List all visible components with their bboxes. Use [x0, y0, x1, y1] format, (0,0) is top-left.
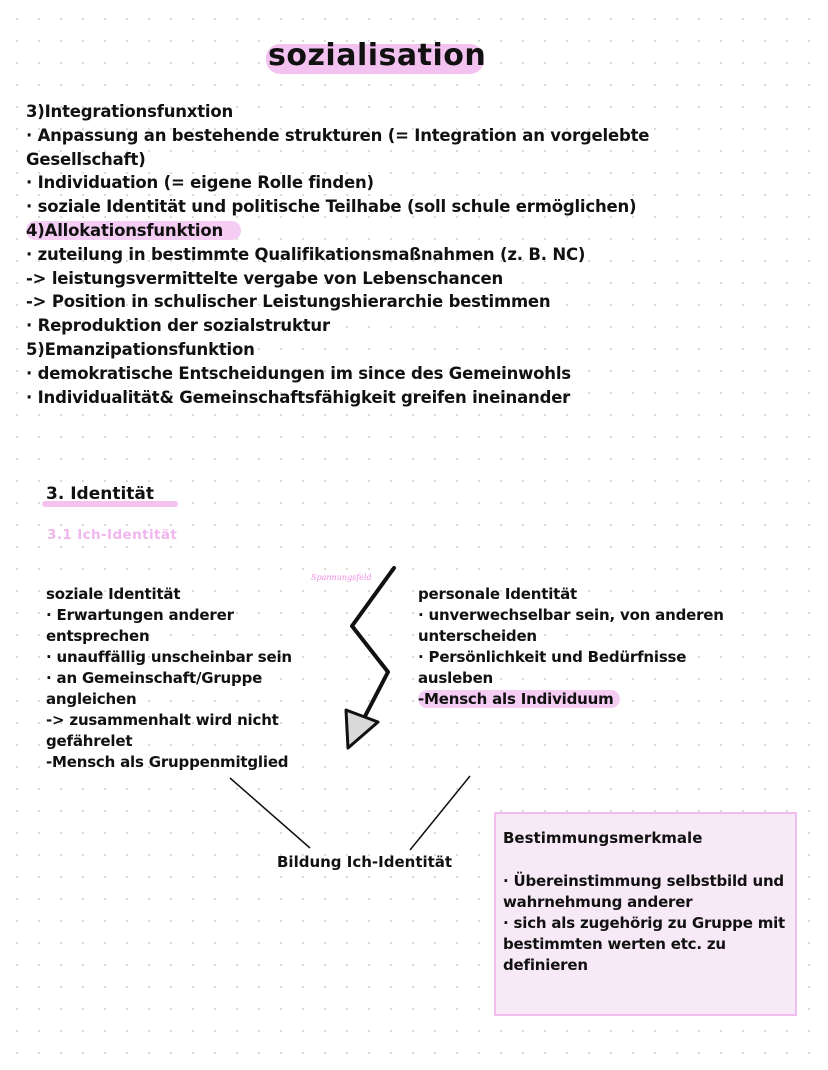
note-line: · demokratische Entscheidungen im since des Gemeinwohls: [26, 363, 571, 383]
personal-identity-title: personale Identität: [418, 585, 578, 603]
personal-point: · unverwechselbar sein, von anderen unterscheiden: [418, 606, 724, 645]
definition-point: · Übereinstimmung selbstbild und wahrnehmung anderer: [503, 872, 784, 911]
personal-identity-column: [418, 584, 743, 710]
section-heading: 3. Identität: [46, 484, 155, 504]
page-title: sozialisation: [268, 38, 487, 73]
note-line: · Reproduktion der sozialstruktur: [26, 316, 330, 336]
note-line: -> Position in schulischer Leistungshierarchie bestimmen: [26, 292, 551, 312]
social-point: · Erwartungen anderer entsprechen: [46, 606, 234, 645]
social-identity-title: soziale Identität: [46, 585, 181, 603]
result-label: Bildung Ich-Identität: [277, 853, 453, 871]
arrow-label: Spannungsfeld: [311, 573, 372, 582]
social-point: · unauffällig unscheinbar sein: [46, 648, 292, 666]
allokation-heading: 4)Allokationsfunktion: [26, 221, 241, 240]
section-subheading: 3.1 Ich-Identität: [47, 527, 178, 543]
personal-point: · Persönlichkeit und Bedürfnisse ausleben: [418, 648, 687, 687]
social-identity-column: [46, 584, 316, 773]
connector-left: [230, 778, 310, 848]
definition-box: [494, 812, 797, 1016]
page-title-wrap: [262, 36, 486, 76]
definition-point: · sich als zugehörig zu Gruppe mit bestimmten werten etc. zu definieren: [503, 914, 786, 974]
note-line: · soziale Identität und politische Teilhabe (soll schule ermöglichen): [26, 197, 637, 217]
note-line: · Anpassung an bestehende strukturen (= Integration an vorgelebte Gesellschaft): [26, 125, 650, 169]
zigzag-arrow-head: [346, 710, 378, 748]
note-line-highlighted: [26, 219, 786, 243]
note-line: 3)Integrationsfunxtion: [26, 102, 234, 121]
note-line: · zuteilung in bestimmte Qualifikationsmaßnahmen (z. B. NC): [26, 244, 586, 264]
zigzag-arrow-shaft: [352, 568, 394, 722]
notes-section: [26, 100, 786, 409]
note-line: 5)Emanzipationsfunktion: [26, 339, 255, 359]
social-point: · an Gemeinschaft/Gruppe angleichen: [46, 669, 263, 708]
definition-box-title: Bestimmungsmerkmale: [503, 829, 703, 847]
social-point: -Mensch als Gruppenmitglied: [46, 753, 289, 771]
note-line: · Individualität& Gemeinschaftsfähigkeit greifen ineinander: [26, 387, 571, 407]
social-point: -> zusammenhalt wird nicht gefährelet: [46, 711, 279, 750]
note-line: · Individuation (= eigene Rolle finden): [26, 173, 374, 193]
personal-point-highlighted: [418, 689, 743, 710]
note-line: -> leistungsvermittelte vergabe von Lebenschancen: [26, 268, 504, 288]
individuum-highlight: -Mensch als Individuum: [418, 690, 620, 708]
connector-right: [410, 776, 470, 850]
